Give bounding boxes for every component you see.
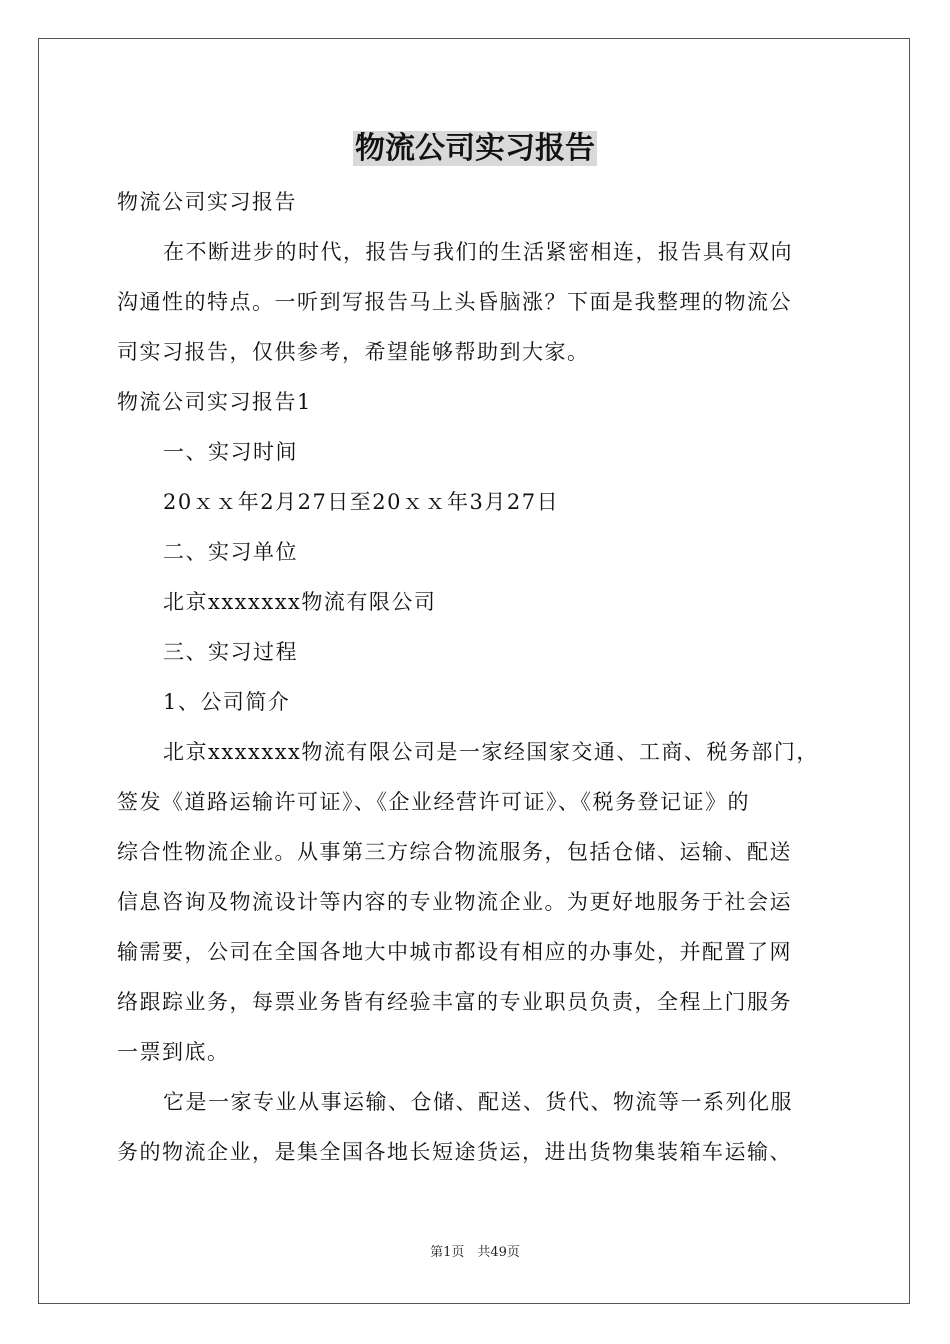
document-title — [0, 126, 950, 172]
profile-line-5: 输需要，公司在全国各地大中城市都设有相应的办事处，并配置了网 — [117, 940, 792, 964]
company-name: 北京xxxxxxx物流有限公司 — [163, 590, 437, 614]
heading-internship-process: 三、实习过程 — [163, 640, 298, 664]
subtitle-line: 物流公司实习报告 — [117, 190, 297, 214]
profile-line-6: 络跟踪业务，每票业务皆有经验丰富的专业职员负责，全程上门服务 — [117, 990, 792, 1014]
profile-line-7: 一票到底。 — [117, 1040, 230, 1064]
profile-line-1: 北京xxxxxxx物流有限公司是一家经国家交通、工商、税务部门， — [163, 740, 819, 764]
services-line-1: 它是一家专业从事运输、仓储、配送、货代、物流等一系列化服 — [163, 1090, 793, 1114]
internship-dates: 20ｘｘ年2月27日至20ｘｘ年3月27日 — [163, 490, 560, 514]
intro-line-2: 沟通性的特点。一听到写报告马上头昏脑涨？下面是我整理的物流公 — [117, 290, 792, 314]
section-heading-report-1: 物流公司实习报告1 — [117, 390, 312, 414]
document-body — [117, 177, 837, 1177]
profile-line-2: 签发《道路运输许可证》、《企业经营许可证》、《税务登记证》的 — [117, 790, 750, 814]
profile-line-4: 信息咨询及物流设计等内容的专业物流企业。为更好地服务于社会运 — [117, 890, 792, 914]
services-line-2: 务的物流企业，是集全国各地长短途货运，进出货物集装箱车运输、 — [117, 1140, 792, 1164]
intro-line-3: 司实习报告，仅供参考，希望能够帮助到大家。 — [117, 340, 590, 364]
document-title-text: 物流公司实习报告 — [355, 131, 595, 166]
profile-line-3: 综合性物流企业。从事第三方综合物流服务，包括仓储、运输、配送 — [117, 840, 792, 864]
heading-company-profile: 1、公司简介 — [163, 690, 291, 714]
page-number-footer: 第1页 共49页 — [430, 1245, 520, 1260]
heading-internship-time: 一、实习时间 — [163, 440, 298, 464]
intro-line-1: 在不断进步的时代，报告与我们的生活紧密相连，报告具有双向 — [163, 240, 793, 264]
heading-internship-unit: 二、实习单位 — [163, 540, 298, 564]
